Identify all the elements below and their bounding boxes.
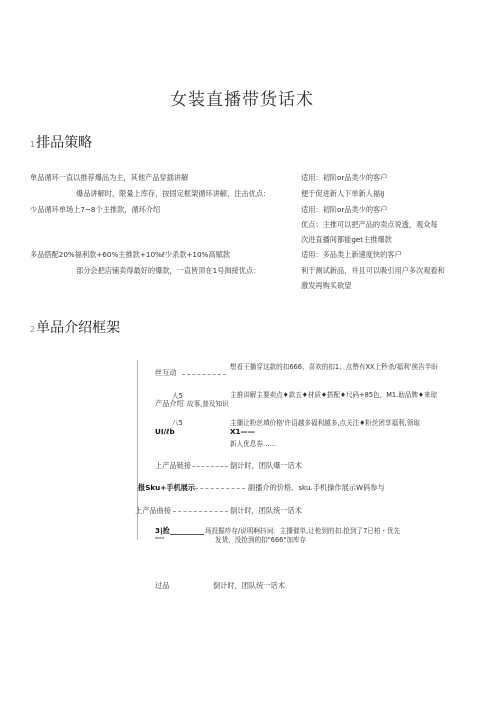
step-ui-label: UI/ℓb [155,427,175,436]
strategy-line: 部分会把店铺卖得最好的爆款，一直皆顶在1号揖接优点： [76,266,261,275]
connector-line [173,511,228,512]
strategy-line: 少品循环单场上7~8个主推款，循环介绍 [30,205,161,214]
step-ui-top: 八5 [172,419,183,427]
section-number: 1 [30,140,36,149]
connector-line [195,488,245,489]
strategy-note: 优点：主推可以把产品的卖点说透，观众每 [301,220,438,229]
section-heading-text: 单品介绍框架 [36,320,121,336]
step-shelf-text: 倒计时，团队统一话术 [230,506,302,515]
step-ui-text: 新人优息券…… [230,440,277,448]
step-ui-text: X1—— [230,427,255,436]
section-heading-1 [30,132,92,152]
connector-line [182,374,226,375]
step-grab-label: 3|抢 [155,526,170,535]
strategy-note: 激发再购买欲望 [301,281,352,290]
step-interact-label: 丝互动 [155,368,177,377]
step-grab-text: 场投掘疹存/说明啊抖词：主播催单,让枪到的扣.抢到了7已柏・优先 [205,527,401,535]
step-link-label: 上产品链接 [155,461,191,470]
step-ui-text: 主播让粉丝填价格'许诏越多福利越多,点关注♦粉丝团享福利,领取 [230,419,420,427]
strategy-line: 单品循环一直以推荐爆品为主，其他产品穿插讲解 [30,173,189,182]
step-grab-text: 发货，没抢到的扣"666"加库存 [215,536,307,544]
step-intro-text: 主推讲解主要卖点♦款五♦材质♦搭配♦尺码+85色，M1.助品牌♦来琼 [230,391,438,399]
strategy-line: 爆品讲解时，限量上库存，按固定框架循环讲解，注击优点： [76,189,271,198]
step-interact-text: 想看王播穿这款的扣666、喜欢的扣1、点赞有XX上秒杀/福利'挨告半盼 [230,363,438,371]
section-heading-2 [30,317,120,337]
strategy-note: 适用：初阶or品类少的客户 [301,173,388,182]
document-title: 女装直播带货话术 [170,90,314,110]
step-intro-tag: 故事,普及知识 [187,400,229,408]
strategy-note: 次进直播间都能get主推爆款 [301,235,392,244]
strategy-note: 适用：初阶or品类少的客户 [301,205,388,214]
connector-line [170,534,204,535]
section-number: 2 [30,325,36,334]
step-intro-label: 产品介绍 [155,399,184,408]
step-grab-sub: """ [155,536,165,544]
step-shelf-label: 上产品曲接 [135,506,171,515]
step-sku-text: 副播介的价格、sku.手机操作展示W码参与 [248,483,385,492]
step-pass-text: 倒计时，团队统一话术 [213,581,285,590]
strategy-note: 利于测试新品，并且可以吸引用户多次观看和 [301,266,445,275]
step-pass-label: 过品 [155,581,170,590]
strategy-line: 多品搭配20%福利款+60%主推款+10%ℓ少杀款+10%高赋款 [30,250,230,259]
connector-line [192,466,228,467]
strategy-note: 适用：多品类上新速度快的客户 [301,250,402,259]
step-sku-label: 报Sku+手机展示 [138,483,196,492]
strategy-note: 便于促进新人下单新人福IJ [301,189,385,198]
section-heading-text: 排品策略 [36,135,93,151]
step-intro-top: 人5 [172,392,183,400]
step-link-text: 倒计时，团队爆一话术 [230,461,302,470]
